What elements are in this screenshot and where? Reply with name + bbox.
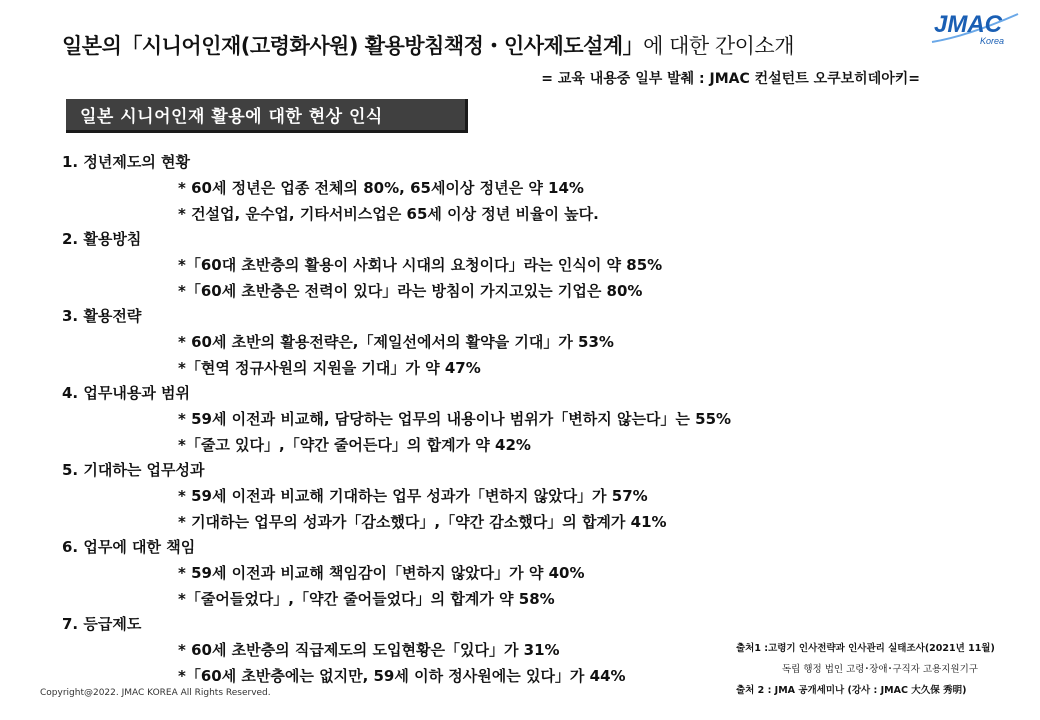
section-header xyxy=(66,99,468,133)
svg-text:Korea: Korea xyxy=(980,36,1005,46)
list-item xyxy=(62,458,822,535)
item-line: *「60대 초반층의 활용이 사회나 시대의 요청이다」라는 인식이 약 85% xyxy=(178,256,663,274)
item-line: *「줄고 있다」,「약간 줄어든다」의 합계가 약 42% xyxy=(178,436,531,454)
list-item xyxy=(62,304,822,381)
list-item xyxy=(62,381,822,458)
list-item xyxy=(62,612,822,689)
svg-text:JMAC: JMAC xyxy=(934,11,1003,38)
copyright-notice: Copyright@2022. JMAC KOREA All Rights Reserved. xyxy=(40,688,271,698)
item-line: * 59세 이전과 비교해 책임감이「변하지 않았다」가 약 40% xyxy=(178,564,585,582)
item-title: 7. 등급제도 xyxy=(62,615,142,633)
item-line: * 60세 초반의 활용전략은,「제일선에서의 활약을 기대」가 53% xyxy=(178,333,614,351)
section-header-title: 일본 시니어인재 활용에 대한 현상 인식 xyxy=(80,107,383,127)
item-title: 4. 업무내용과 범위 xyxy=(62,384,191,402)
item-line: * 60세 정년은 업종 전체의 80%, 65세이상 정년은 약 14% xyxy=(178,179,584,197)
item-line: * 60세 초반층의 직급제도의 도입현황은「있다」가 31% xyxy=(178,641,560,659)
item-line: * 59세 이전과 비교해 기대하는 업무 성과가「변하지 않았다」가 57% xyxy=(178,487,648,505)
item-line: *「60세 초반층은 전력이 있다」라는 방침이 가지고있는 기업은 80% xyxy=(178,282,643,300)
item-title: 2. 활용방침 xyxy=(62,230,142,248)
item-line: *「60세 초반층에는 없지만, 59세 이하 정사원에는 있다」가 44% xyxy=(178,667,626,685)
source-notes xyxy=(736,638,1036,701)
item-line: * 59세 이전과 비교해, 담당하는 업무의 내용이나 범위가「변하지 않는다」는 55% xyxy=(178,410,732,428)
item-line: *「줄어들었다」,「약간 줄어들었다」의 합계가 약 58% xyxy=(178,590,555,608)
list-item xyxy=(62,150,822,227)
item-title: 5. 기대하는 업무성과 xyxy=(62,461,205,479)
items-list xyxy=(62,150,822,689)
page-subtitle: = 교육 내용중 일부 발췌 : JMAC 컨설턴트 오쿠보히데아키= xyxy=(541,71,920,87)
page-title-tail: 에 대한 간이소개 xyxy=(643,34,795,58)
item-title: 1. 정년제도의 현황 xyxy=(62,153,191,171)
item-line: * 기대하는 업무의 성과가「감소했다」,「약간 감소했다」의 합계가 41% xyxy=(178,513,667,531)
page-title xyxy=(62,30,962,60)
page-title-main: 일본의「시니어인재(고령화사원) 활용방침책정・인사제도설계」 xyxy=(62,34,644,58)
item-title: 3. 활용전략 xyxy=(62,307,142,325)
source-1-organization: 독립 행정 법인 고령･장애･구직자 고용지원기구 xyxy=(782,664,978,675)
list-item xyxy=(62,535,822,612)
item-title: 6. 업무에 대한 책임 xyxy=(62,538,196,556)
jmac-korea-logo xyxy=(928,6,1024,50)
item-line: * 건설업, 운수업, 기타서비스업은 65세 이상 정년 비율이 높다. xyxy=(178,205,599,223)
source-1: 출처1 :고령기 인사전략과 인사관리 실태조사(2021년 11월) xyxy=(736,643,995,654)
list-item xyxy=(62,227,822,304)
source-2: 출처 2 : JMA 공개세미나 (강사 : JMAC 大久保 秀明) xyxy=(736,685,967,696)
item-line: *「현역 정규사원의 지원을 기대」가 약 47% xyxy=(178,359,481,377)
